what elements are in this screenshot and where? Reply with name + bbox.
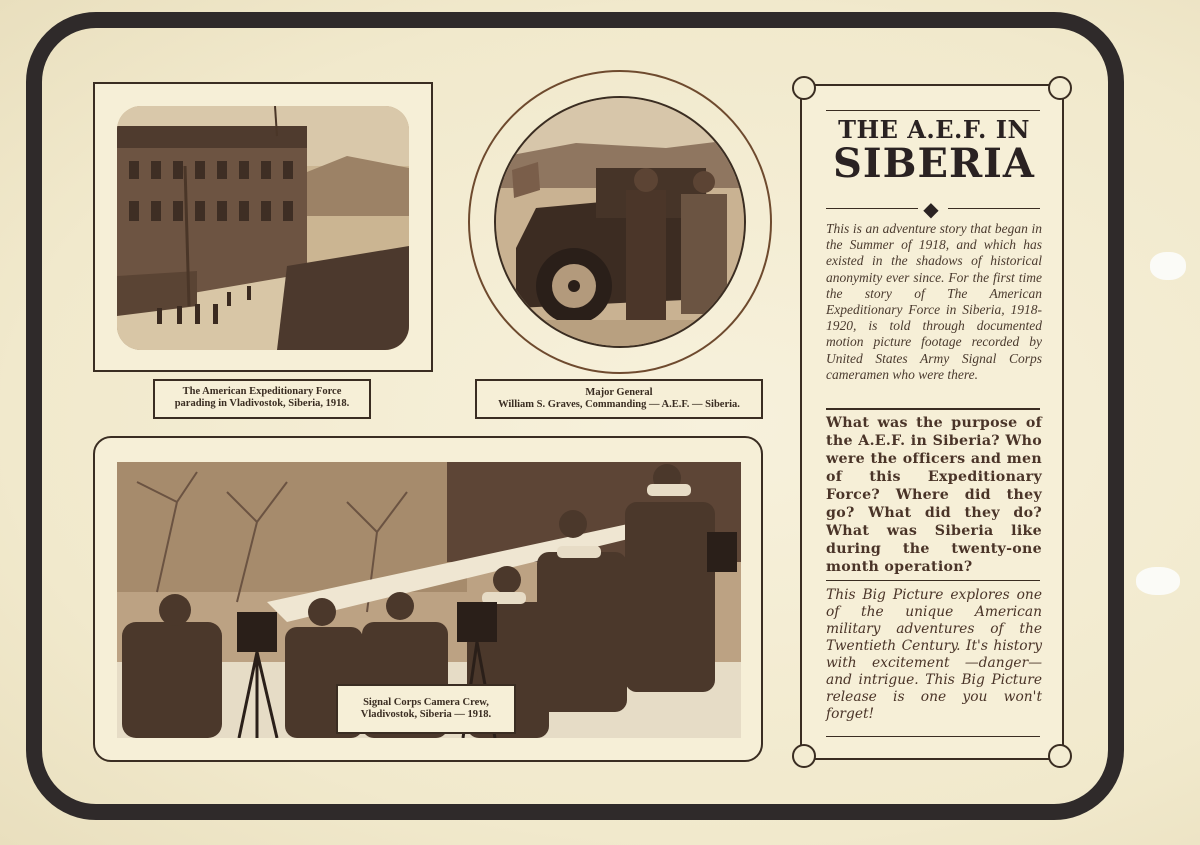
sidebar-questions-text: What was the purpose of the A.E.F. in Siberia? Who were the officers and men of this Expeditionary Force? Where did they go? What did they do? What was Siberia like during the twenty-one month operation? [826, 415, 1042, 575]
parade-photo [117, 106, 409, 350]
crew-caption [336, 684, 516, 734]
divider-2 [826, 580, 1040, 581]
sidebar-panel [800, 84, 1064, 760]
divider-1 [826, 408, 1040, 410]
parade-caption [153, 379, 371, 419]
parade-photo-illustration [117, 106, 409, 350]
general-caption [475, 379, 763, 419]
punch-hole-bottom [1136, 567, 1180, 595]
corner-ornament-top-right [1048, 76, 1072, 100]
corner-ornament-bottom-right [1048, 744, 1072, 768]
punch-hole-top [1150, 252, 1186, 280]
parade-photo-frame [93, 82, 433, 372]
general-caption-line1: Major General [585, 387, 653, 398]
title-rule-top [826, 110, 1040, 111]
sidebar-outro-text: This Big Picture explores one of the unique American military adventures of the Twentieth Century. It's history with excitement —danger—and intrigue. This Big Picture release is one you won't forget! [826, 587, 1042, 722]
general-photo-illustration [496, 98, 746, 348]
general-photo [494, 96, 746, 348]
title-rule-bottom-right [948, 208, 1040, 209]
sidebar-title [824, 115, 1044, 187]
crew-caption-text: Signal Corps Camera Crew, Vladivostok, Siberia — 1918. [360, 697, 492, 720]
parade-caption-text: The American Expeditionary Force parading in Vladivostok, Siberia, 1918. [174, 386, 350, 409]
corner-ornament-top-left [792, 76, 816, 100]
sidebar-title-line2: SIBERIA [833, 140, 1035, 187]
sidebar-title-line1: THE A.E.F. IN [838, 115, 1030, 144]
corner-ornament-bottom-left [792, 744, 816, 768]
general-caption-line2: William S. Graves, Commanding — A.E.F. — Siberia. [498, 399, 740, 410]
diamond-ornament-icon: ◆ [923, 197, 939, 221]
divider-3 [826, 736, 1040, 737]
sidebar-intro-text: This is an adventure story that began in the Summer of 1918, and which has existed in the shadows of historical anonymity ever since. For the first time the story of The American Expeditionary Force in Siberia, 1918-1920, is told through documented motion picture footage recorded by United States Army Signal Corps cameramen who were there. [826, 221, 1042, 382]
title-rule-bottom-left [826, 208, 918, 209]
